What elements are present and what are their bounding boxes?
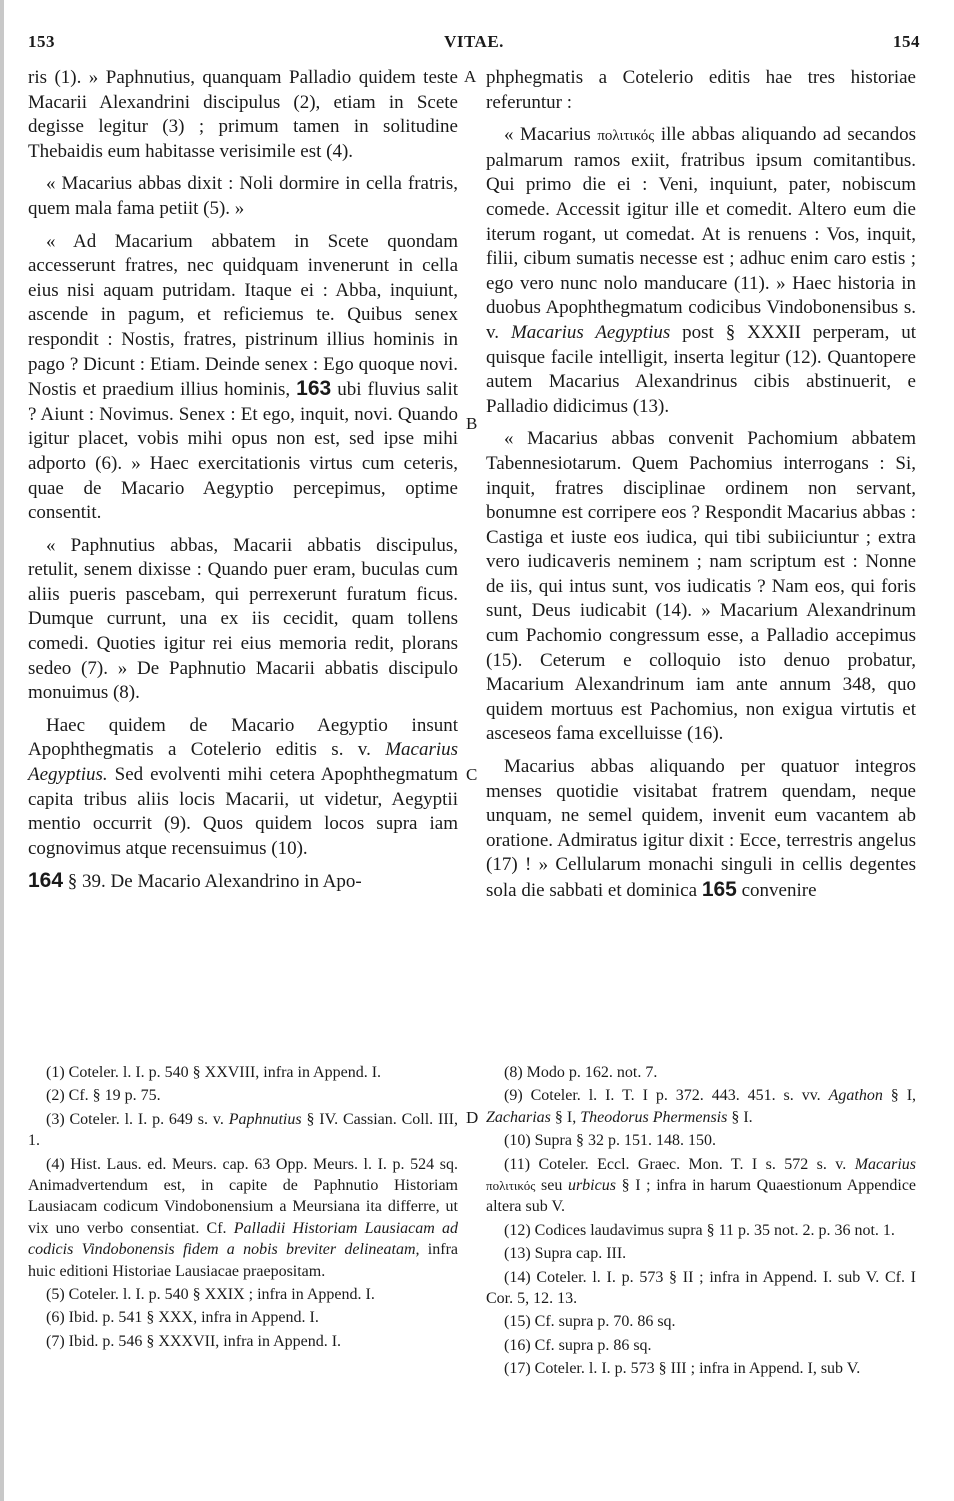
italic-title: Macarius Aegyptius — [510, 321, 671, 343]
footnote — [28, 1085, 458, 1106]
footnote — [486, 1220, 916, 1241]
footnote-text: (15) Cf. supra p. 70. 86 sq. — [504, 1313, 676, 1331]
footnote-text: infra huic editioni Historiae Lausiacae praepositam. — [28, 1241, 458, 1280]
right-page-number: 154 — [893, 32, 920, 51]
greek-word: πολιτικός — [597, 128, 655, 145]
italic-title: Paphnutius — [228, 1110, 302, 1128]
paragraph-text: « Paphnutius abbas, Macarii abbatis discipulus, retulit, senem dixisse : Quando puer eram, buculas cum aliis pueris pascebam, qui perrexerunt furatum ficus. Dumque currunt, una ex iis cecidit, quam tollens comedi. Quoties igitur rei eius memoria redit, plorans sedeo (7). » De Paphnutio Macarii abbatis discipulo monuimus (8). — [28, 534, 458, 704]
paragraph-text: convenire — [741, 880, 817, 901]
right-text-column — [486, 66, 916, 912]
footnote — [28, 1307, 458, 1328]
footnote — [28, 1284, 458, 1305]
paragraph — [28, 230, 458, 526]
footnotes-left — [28, 1062, 458, 1354]
italic-title: urbicus — [567, 1177, 616, 1195]
footnote-text: (11) Coteler. Eccl. Graec. Mon. T. I s. 572 s. v. — [504, 1155, 847, 1173]
footnote-text: § I ; infra in harum Quaestionum Appendice altera sub V. — [486, 1177, 917, 1216]
footnote-text: (6) Ibid. p. 541 § XXX, infra in Append. I. — [46, 1309, 319, 1327]
footnote-text: § IV. Cassian. Coll. III, 1. — [28, 1110, 459, 1150]
footnote-text: § I. — [731, 1108, 753, 1126]
margin-letter-c: C — [466, 765, 478, 784]
paragraph — [28, 869, 458, 895]
marginal-page-number: 163 — [296, 377, 332, 401]
paragraph — [28, 172, 458, 221]
footnote — [486, 1311, 916, 1332]
paragraph-text: « Ad Macarium abbatem in Scete quondam accesserunt fratres, nec quidquam invenerunt in cella eius nisi aquam putridam. Itaque ei : Abba, inquiunt, ascende in pagum, et reficiemus te. Quibus senex respondit : Nostis, fratres, pistrinum illius hominis in pago ? Dicunt : Etiam. Deinde senex : Ego quoque novi. Nostis et praedium illius hominis, — [28, 230, 458, 401]
paragraph-text: Haec quidem de Macario Aegyptio insunt Apophthegmatis a Cotelerio editis s. v. — [28, 714, 458, 761]
footnote-text: (9) Coteler. l. I. T. I p. 372. 443. 451. s. vv. — [504, 1087, 821, 1105]
footnote-text: (10) Supra § 32 p. 151. 148. 150. — [504, 1132, 716, 1150]
italic-title: Theodorus Phermensis — [580, 1108, 728, 1126]
paragraph-text: phphegmatis a Cotelerio editis hae tres historiae referuntur : — [486, 67, 916, 113]
footnote — [486, 1243, 916, 1264]
margin-letter-d: D — [466, 1108, 479, 1127]
paragraph — [486, 427, 916, 747]
paragraph-text: ris (1). » Paphnutius, quanquam Palladio quidem teste Macarii Alexandrini discipulus (2), etiam in Scete degisse legitur (3) ; primum tamen in solitudine Thebaidis eum habitasse verisimile est (4). — [28, 67, 458, 162]
footnote — [28, 1154, 458, 1282]
footnote-text: (17) Coteler. l. I. p. 573 § III ; infra in Append. I, sub V. — [504, 1360, 861, 1378]
footnotes-right — [486, 1062, 916, 1382]
footnote-text: (7) Ibid. p. 546 § XXXVII, infra in Append. I. — [46, 1332, 342, 1350]
paragraph — [28, 66, 458, 164]
paragraph-text: Sed evolventi mihi cetera Apophthegmatum capita tribus aliis locis Macarii, ut videtur, Aegyptii mentio occurrit (9). Quos quidem locos supra iam cognovimus atque recensuimus (10). — [28, 764, 458, 859]
footnote-text: (5) Coteler. l. I. p. 540 § XXIX ; infra in Append. I. — [46, 1286, 375, 1304]
paragraph-text: « Macarius abbas convenit Pachomium abbatem Tabennesiotarum. Quem Pachomius interrogans : Si, inquit, fratres disciplinae ordinem non servant, bonumne est corripere eos ? Respondit Macarius abbas : Castiga et iuste eos iudica, qui tibi subiiciuntur ; extra vero iudicaveris neminem ; nam scriptum est : Nonne de iis, qui intus sunt, vos iudicatis ? Nam eos, qui foris sunt, Deus iudicabit (14). » Macarium Alexandrinum cum Pachomio congressum esse, a Palladio accepimus (15). Ceterum e colloquio isto denuo probatur, Macarium Alexandrinum iam ante annum 348, quo quidem mortuus est Pachomius, non exigua virtutis et asceseos fama excelluisse (16). — [486, 428, 916, 745]
italic-title: Macarius Aegyptius. — [28, 739, 459, 786]
italic-title: Macarius — [854, 1155, 917, 1173]
paragraph — [486, 755, 916, 904]
footnote-text: § I, — [554, 1108, 577, 1126]
footnote-text: seu — [540, 1177, 563, 1195]
footnote-text: (1) Coteler. l. I. p. 540 § XXVIII, infra in Append. I. — [46, 1064, 382, 1081]
footnote — [486, 1358, 916, 1379]
footnote-text: (12) Codices laudavimus supra § 11 p. 35 not. 2. p. 36 not. 1. — [504, 1221, 895, 1239]
footnote-text: (14) Coteler. l. I. p. 573 § II ; infra in Append. I. sub V. Cf. I Cor. 5, 12. 13. — [486, 1268, 916, 1308]
footnote — [28, 1331, 458, 1352]
italic-title: Agathon — [828, 1087, 883, 1105]
footnote — [486, 1085, 916, 1128]
margin-letter-a: A — [464, 67, 477, 86]
footnote — [28, 1109, 458, 1152]
paragraph — [486, 66, 916, 115]
left-page-number: 153 — [28, 32, 55, 51]
paragraph-text: Macarius abbas aliquando per quatuor integros menses quotidie visitabat fratrem quendam, neque unquam, ne semel quidem, invenit eum vacantem ab oratione. Admiratus igitur dixit : Ecce, terrestris angelus (17) ! » Cellularum monachi singuli in cellis degentes sola die sabbati et dominica — [486, 756, 916, 901]
paragraph-text: « Macarius abbas dixit : Noli dormire in cella fratris, quem mala fama petiit (5). » — [28, 173, 458, 219]
margin-letter-b: B — [466, 414, 478, 433]
paragraph-text: « Macarius — [504, 124, 591, 146]
footnote-text: (2) Cf. § 19 p. 75. — [46, 1087, 161, 1105]
footnote-text: (16) Cf. supra p. 86 sq. — [504, 1336, 652, 1354]
footnote — [486, 1062, 916, 1083]
footnote — [486, 1335, 916, 1356]
italic-title: Palladii Historiam Lausiacam ad codicis Vindobonensis fidem a nobis breviter delineatam, — [28, 1219, 458, 1259]
paragraph-text: ubi fluvius salit ? Aiunt : Novimus. Senex : Et ego, inquit, novi. Quando igitur placet, vobis mihi opus non est, sed ipse mihi adporto (6). » Haec exercitationis virtus cum ceteris, quae de Macario Aegyptio percepimus, optime consentit. — [28, 379, 459, 524]
footnote — [28, 1062, 458, 1083]
marginal-page-number: 165 — [701, 878, 737, 901]
paragraph-text: post § XXXII perperam, ut quisque facile intelligit, inserta legitur (12). Quantopere autem Macarius Alexandrinus cibis abstinuerit, e Palladio didicimus (13). — [486, 321, 916, 417]
footnote-text: (8) Modo p. 162. not. 7. — [504, 1064, 658, 1081]
running-header — [28, 32, 920, 56]
paragraph-text: § 39. De Macario Alexandrino in Apo- — [67, 871, 362, 893]
footnote-text: (13) Supra cap. III. — [504, 1245, 627, 1263]
footnote-text: (3) Coteler. l. I. p. 649 s. v. — [46, 1110, 224, 1128]
footnote — [486, 1267, 916, 1310]
marginal-page-number: 164 — [28, 869, 64, 893]
footnote-text: (4) Hist. Laus. ed. Meurs. cap. 63 Opp. Meurs. l. I. p. 524 sq. Animadvertendum est, in capite de Paphnutio Historiam Lausiacam codicum Vindobonensium a Meursiana ita differre, ut vix uno verbo consentiat. Cf. — [28, 1155, 458, 1237]
greek-word: πολιτικός — [486, 1178, 536, 1194]
running-title: VITAE. — [444, 32, 504, 51]
page-edge-shadow — [0, 0, 4, 1501]
paragraph — [486, 123, 916, 419]
paragraph-text: ille abbas aliquando ad secandos palmarum ramos exiit, fratribus ipsum comitantibus. Qui primo die ei : Veni, inquiunt, pater, nobiscum comede. Accessit igitur ille et comedit. Altero eum die iterum rogant, ut comedat. At is renuens : Vos, inquit, filii, cibum sumatis necesse est ; adhuc enim caro estis ; ego vero nunc nolo manducare (11). » Haec historia in duobus Apophthegmatum codicibus Vindobonensibus s. v. — [486, 124, 917, 343]
footnote — [486, 1154, 916, 1218]
paragraph — [28, 534, 458, 706]
italic-title: Zacharias — [486, 1108, 551, 1126]
footnote — [486, 1130, 916, 1151]
left-text-column — [28, 66, 458, 903]
paragraph — [28, 714, 458, 862]
footnote-text: § I, — [890, 1087, 917, 1105]
